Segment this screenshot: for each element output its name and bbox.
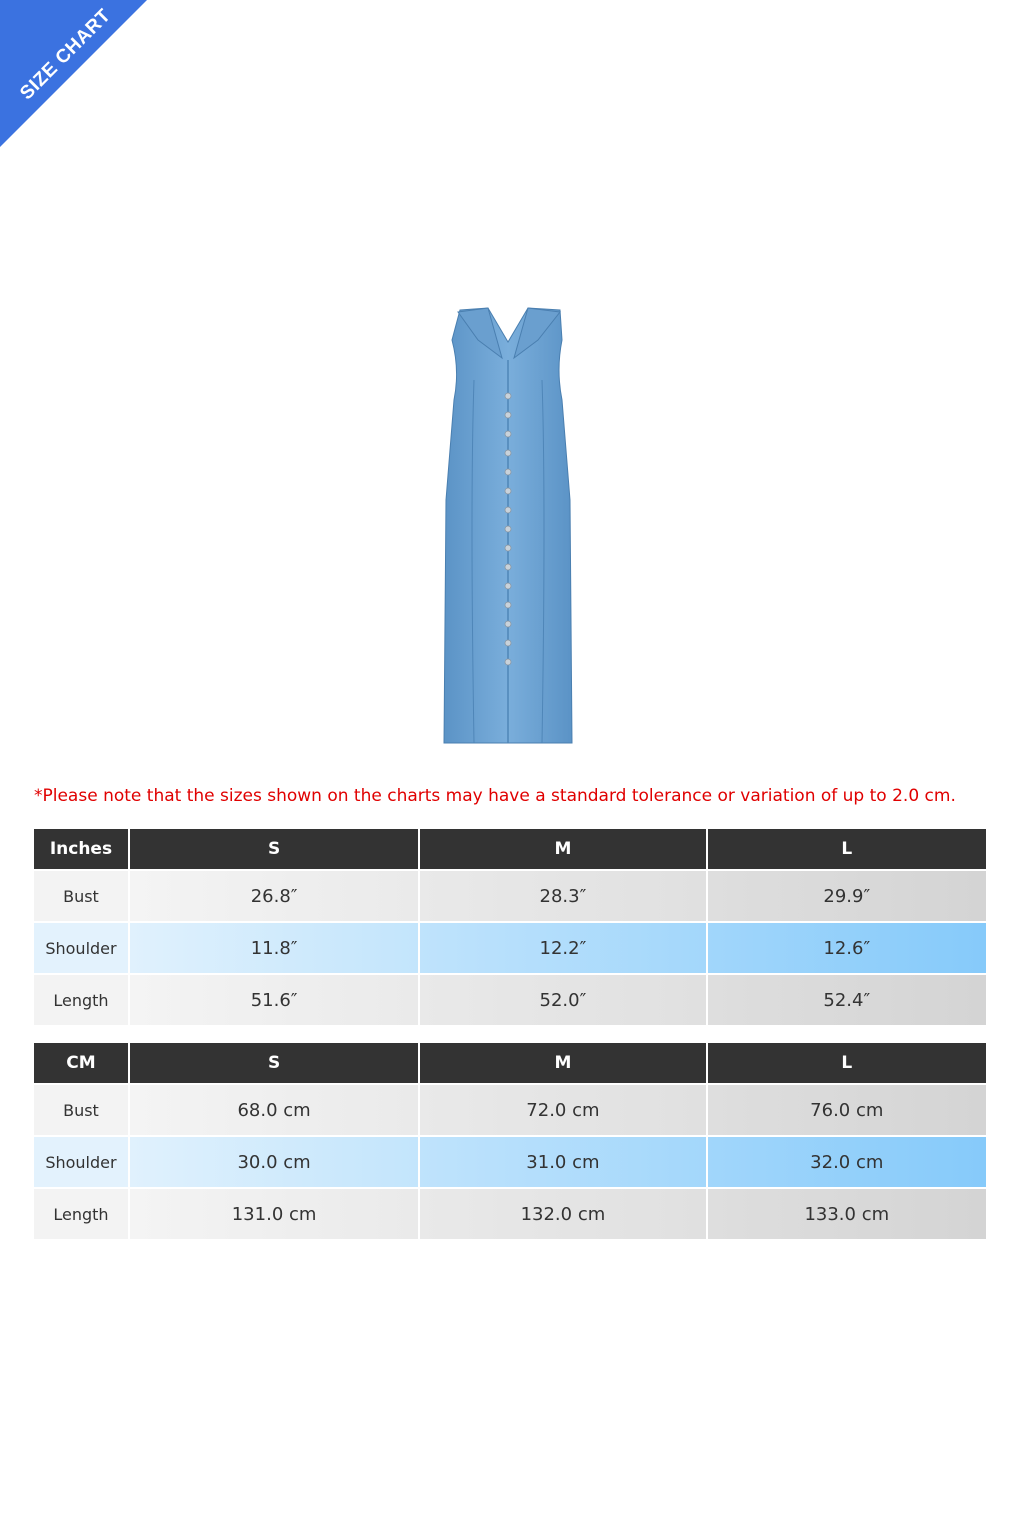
size-l-header: L <box>708 1043 986 1083</box>
size-s-header: S <box>130 1043 418 1083</box>
size-s-header: S <box>130 829 418 869</box>
table-cell: 11.8″ <box>130 923 418 973</box>
table-cell: 32.0 cm <box>708 1137 986 1187</box>
table-cell: 52.4″ <box>708 975 986 1025</box>
inches-size-table <box>32 827 988 1027</box>
table-cell: 76.0 cm <box>708 1085 986 1135</box>
denim-dress-image <box>430 300 590 750</box>
table-cell: 31.0 cm <box>420 1137 705 1187</box>
table-row <box>34 871 986 921</box>
table-cell: 29.9″ <box>708 871 986 921</box>
cm-size-table <box>32 1041 988 1241</box>
table-cell: 28.3″ <box>420 871 705 921</box>
table-cell: 72.0 cm <box>420 1085 705 1135</box>
table-cell: 68.0 cm <box>130 1085 418 1135</box>
table-header-row <box>34 1043 986 1083</box>
ribbon-label: SIZE CHART <box>16 5 116 105</box>
table-cell: 51.6″ <box>130 975 418 1025</box>
table-header-row <box>34 829 986 869</box>
tolerance-note: *Please note that the sizes shown on the charts may have a standard tolerance or variation of up to 2.0 cm. <box>34 786 956 806</box>
table-row <box>34 1137 986 1187</box>
size-m-header: M <box>420 829 705 869</box>
table-row <box>34 975 986 1025</box>
size-m-header: M <box>420 1043 705 1083</box>
unit-header: CM <box>34 1043 128 1083</box>
table-cell: 12.2″ <box>420 923 705 973</box>
table-row <box>34 1189 986 1239</box>
table-row <box>34 1085 986 1135</box>
table-row <box>34 923 986 973</box>
table-cell: 133.0 cm <box>708 1189 986 1239</box>
row-label: Shoulder <box>34 1137 128 1187</box>
row-label: Length <box>34 1189 128 1239</box>
row-label: Shoulder <box>34 923 128 973</box>
size-chart-ribbon <box>0 0 160 160</box>
table-cell: 131.0 cm <box>130 1189 418 1239</box>
table-cell: 12.6″ <box>708 923 986 973</box>
table-cell: 132.0 cm <box>420 1189 705 1239</box>
size-l-header: L <box>708 829 986 869</box>
unit-header: Inches <box>34 829 128 869</box>
table-cell: 52.0″ <box>420 975 705 1025</box>
table-cell: 26.8″ <box>130 871 418 921</box>
table-cell: 30.0 cm <box>130 1137 418 1187</box>
row-label: Length <box>34 975 128 1025</box>
row-label: Bust <box>34 1085 128 1135</box>
row-label: Bust <box>34 871 128 921</box>
